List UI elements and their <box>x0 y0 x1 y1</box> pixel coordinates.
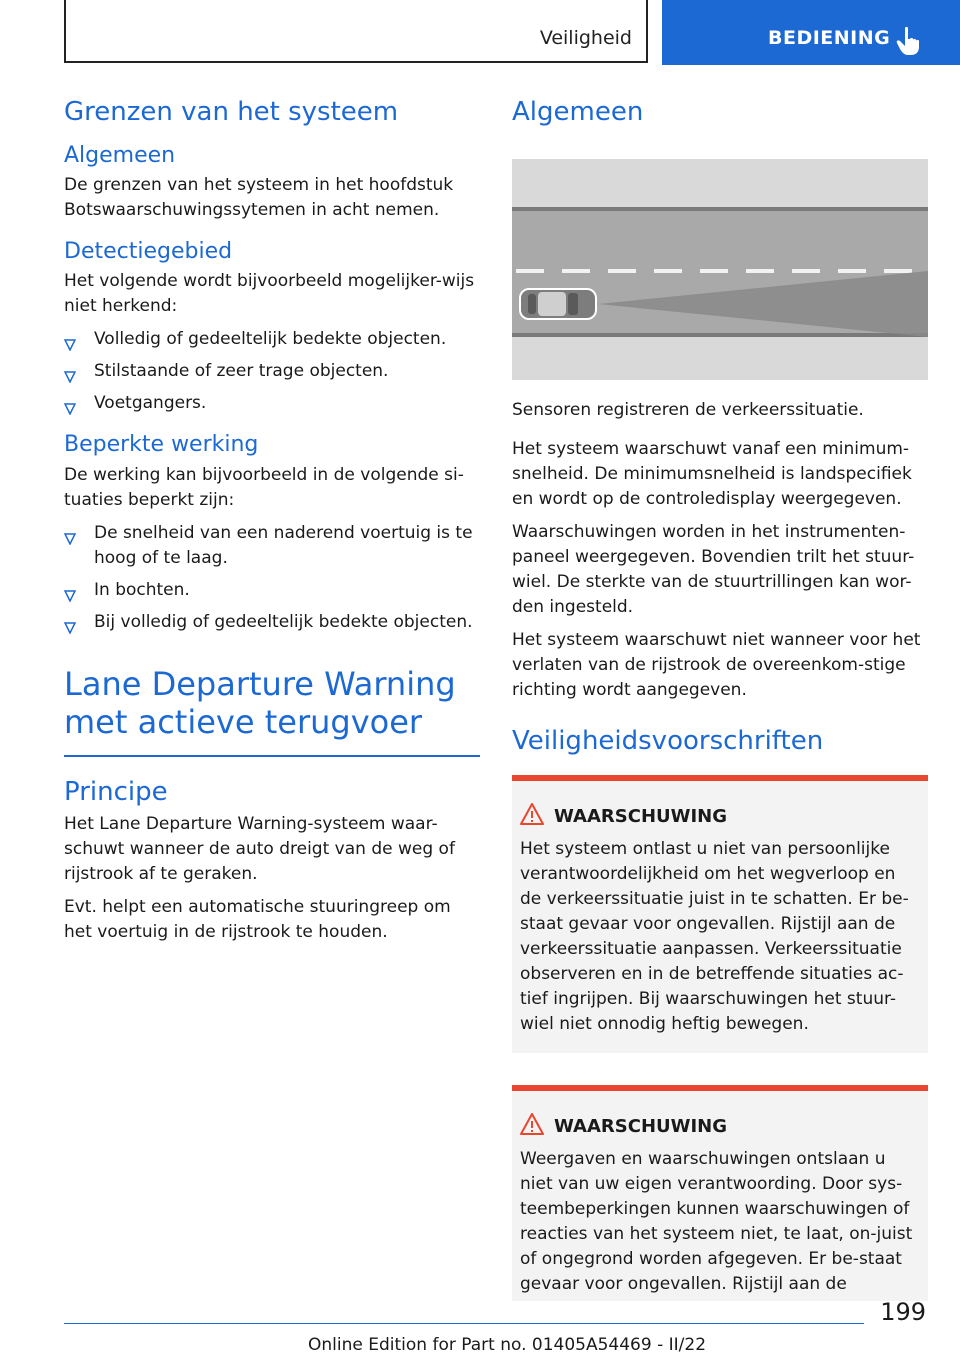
list-item-text: Bij volledig of gedeeltelijk bedekte objecten. <box>94 611 473 632</box>
triangle-bullet-icon <box>64 398 76 423</box>
list-item <box>64 391 480 416</box>
list-item <box>64 521 480 571</box>
subsection-title-detectiegebied: Detectiegebied <box>64 238 233 264</box>
header-section-label: Veiligheid <box>539 27 632 49</box>
triangle-bullet-icon <box>64 366 76 391</box>
beperkte-werking-list <box>64 521 480 635</box>
triangle-bullet-icon <box>64 617 76 642</box>
triangle-bullet-icon <box>64 334 76 359</box>
warning-title: WAARSCHUWING <box>554 1115 728 1137</box>
section-title-veiligheidsvoorschriften: Veiligheidsvoorschriften <box>512 725 824 756</box>
list-item <box>64 578 480 603</box>
list-item-text: De snelheid van een naderend voertuig is te hoog of te laag. <box>94 522 473 568</box>
list-item-text: Voetgangers. <box>94 393 207 414</box>
lane-sensor-illustration <box>512 159 928 380</box>
header-section-tab <box>64 0 648 63</box>
warning-text: Weergaven en waarschuwingen ontslaan u niet van uw eigen verantwoording. Door sys-teembeperkingen kunnen waarschuwingen of reacties van het systeem niet, te laat, on-juist of ongegrond worden afgegeven. Er be-staat gevaar voor ongevallen. Rijstijl aan de <box>520 1149 913 1294</box>
title-divider <box>64 755 480 757</box>
subsection-title-principe: Principe <box>64 776 168 807</box>
list-item <box>64 610 480 635</box>
warning-triangle-icon <box>520 803 544 829</box>
algemeen-paragraph-2: Waarschuwingen worden in het instrumenten-paneel weergegeven. Bovendien trilt het stuur-wiel. De sterkte van de stuurtrillingen kan wor-den ingesteld. <box>512 521 915 617</box>
detectiegebied-paragraph: Het volgende wordt bijvoorbeeld mogelijker-wijs niet herkend: <box>64 271 475 317</box>
section-title-algemeen: Algemeen <box>512 97 644 127</box>
list-item <box>64 359 480 384</box>
list-item-text: Stilstaande of zeer trage objecten. <box>94 361 389 382</box>
header-chapter-tab <box>662 0 960 65</box>
section-title-grenzen: Grenzen van het systeem <box>64 97 399 127</box>
hand-pointer-icon <box>896 26 922 60</box>
algemeen-paragraph-3: Het systeem waarschuwt niet wanneer voor het verlaten van de rijstrook de overeenkom-stige richting wordt aangegeven. <box>512 629 921 700</box>
header-chapter-label: BEDIENING <box>768 27 891 49</box>
detectiegebied-list <box>64 327 480 416</box>
car-icon <box>520 289 596 319</box>
left-column <box>64 96 480 953</box>
warning-text: Het systeem ontlast u niet van persoonlijke verantwoordelijkheid om het wegverloop en de verkeerssituatie juist in te schatten. Er be-staat gevaar voor ongevallen. Rijstijl aan de verkeerssituatie aanpassen. Verkeerssituatie observeren en in de betreffende situaties ac-tief ingrijpen. Bij waarschuwingen het stuur-wiel niet onnodig heftig bewegen. <box>520 839 909 1034</box>
triangle-bullet-icon <box>64 585 76 610</box>
subsection-title-beperkte-werking: Beperkte werking <box>64 432 259 458</box>
page-number: 199 <box>880 1298 926 1326</box>
list-item-text: Volledig of gedeeltelijk bedekte objecten. <box>94 329 447 350</box>
warning-box-1 <box>512 775 928 1053</box>
algemeen-paragraph-1: Het systeem waarschuwt vanaf een minimum-snelheid. De minimumsnelheid is landspecifiek en wordt op de controledisplay weergegeven. <box>512 438 912 509</box>
illustration-caption: Sensoren registreren de verkeerssituatie. <box>512 399 864 420</box>
subsection-title-algemeen: Algemeen <box>64 142 176 168</box>
beperkte-werking-paragraph: De werking kan bijvoorbeeld in de volgende si-tuaties beperkt zijn: <box>64 464 464 510</box>
edition-note: Online Edition for Part no. 01405A54469 - II/22 <box>308 1335 707 1355</box>
triangle-bullet-icon <box>64 528 76 553</box>
warning-triangle-icon <box>520 1113 544 1139</box>
right-column <box>512 96 928 1333</box>
chapter-title-ldw: Lane Departure Warning met actieve terugvoer <box>64 664 456 741</box>
footer-divider <box>64 1323 864 1324</box>
warning-title: WAARSCHUWING <box>554 805 728 827</box>
algemeen-paragraph: De grenzen van het systeem in het hoofdstuk Botswaarschuwingssytemen in acht nemen. <box>64 174 454 220</box>
list-item <box>64 327 480 352</box>
principe-paragraph-2: Evt. helpt een automatische stuuringreep om het voertuig in de rijstrook te houden. <box>64 896 451 942</box>
principe-paragraph-1: Het Lane Departure Warning-systeem waar-schuwt wanneer de auto dreigt van de weg of rijstrook af te geraken. <box>64 813 455 884</box>
warning-box-2 <box>512 1085 928 1301</box>
list-item-text: In bochten. <box>94 579 190 600</box>
